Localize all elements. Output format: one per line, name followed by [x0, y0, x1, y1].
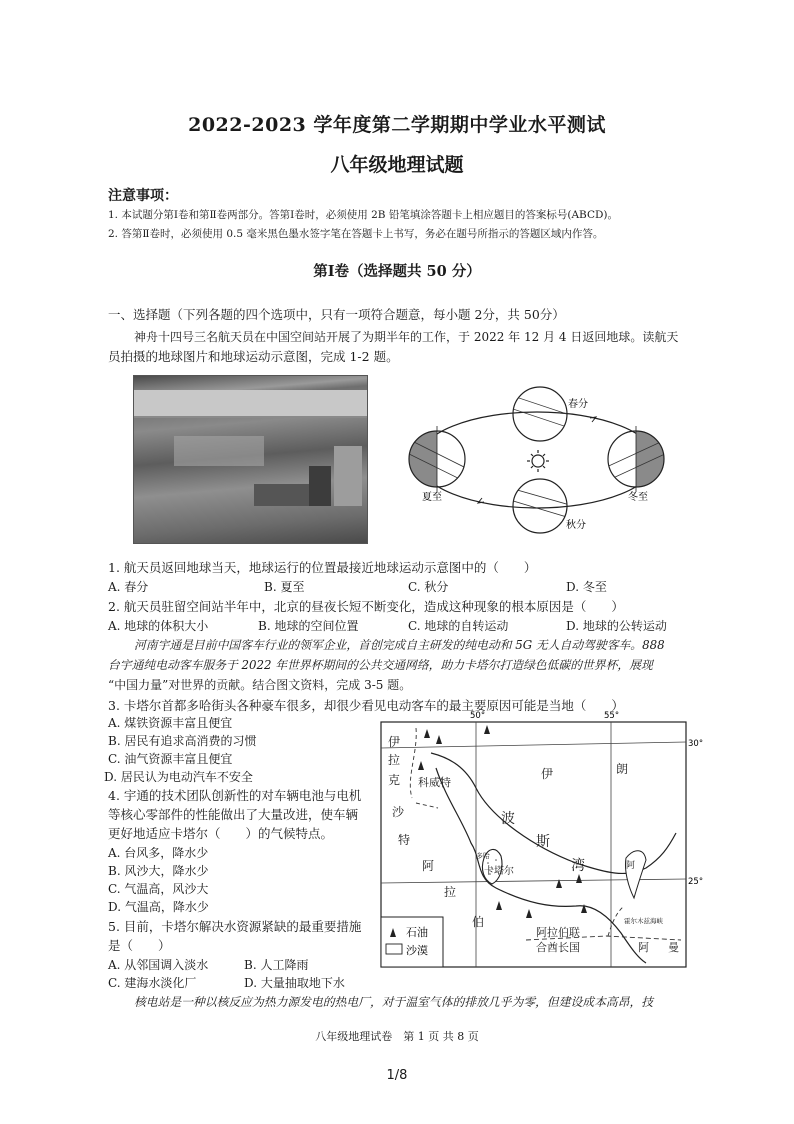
- q3-stem: 3. 卡塔尔首都多哈街头各种豪车很多，却很少看见电动客车的最主要原因可能是当地（ ）: [108, 698, 624, 713]
- q2-option-d: D. 地球的公转运动: [566, 619, 667, 633]
- q3-option-a: A. 煤铁资源丰富且便宜: [108, 716, 233, 730]
- label-gulf-1: 波: [501, 811, 515, 827]
- q1-option-c: C. 秋分: [408, 580, 449, 594]
- lon-label-50: 50°: [470, 711, 486, 721]
- map-legend: [381, 917, 443, 967]
- label-summer: 夏至: [422, 492, 442, 503]
- earth-spring: [510, 387, 570, 441]
- q5-option-d: D. 大量抽取地下水: [244, 976, 345, 990]
- qatar-region-map: [376, 708, 706, 973]
- q1-stem: 1. 航天员返回地球当天，地球运行的位置最接近地球运动示意图中的（ ）: [108, 560, 537, 575]
- earth-winter: [600, 420, 670, 500]
- label-uae-1: 阿拉伯联: [536, 926, 580, 939]
- q4-option-a: A. 台风多，降水少: [108, 846, 209, 860]
- label-oman-1: 阿: [626, 861, 636, 871]
- q3-option-b: B. 居民有追求高消费的习惯: [108, 734, 257, 748]
- q1-option-b: B. 夏至: [264, 580, 305, 594]
- label-iran-1: 伊: [541, 767, 554, 781]
- legend-desert-swatch: [386, 944, 402, 954]
- passage2-line2: 台宇通纯电动客车服务于 2022 年世界杯期间的公共交通网络，助力卡塔尔打造绿色低碳的世界杯，展现: [108, 658, 653, 672]
- label-oman-2: 阿: [638, 941, 649, 954]
- q2-option-b: B. 地球的空间位置: [258, 619, 359, 633]
- q5-line1: 5. 目前，卡塔尔解决水资源紧缺的最重要措施: [108, 919, 362, 934]
- notice-item-1: 1. 本试题分第Ⅰ卷和第Ⅱ卷两部分。答第Ⅰ卷时，必须使用 2B 铅笔填涂答题卡上相应题目的答案标号(ABCD)。: [108, 209, 618, 221]
- sun-icon: [527, 450, 549, 472]
- legend-oil-label: 石油: [406, 926, 428, 939]
- label-saudi-3: 阿: [422, 859, 435, 873]
- passage1-line2: 员拍摄的地球图片和地球运动示意图，完成 1-2 题。: [108, 349, 399, 364]
- passage2-line1: 河南宇通是目前中国客车行业的领军企业，首创完成自主研发的纯电动和 5G 无人自动驾驶客车。888: [134, 638, 665, 652]
- exam-title: 2022-2023 学年度第二学期期中学业水平测试: [188, 114, 606, 136]
- label-saudi-5: 伯: [472, 915, 485, 929]
- section-title: 第Ⅰ卷（选择题共 50 分）: [313, 263, 481, 280]
- lat-label-30: 30°: [688, 739, 704, 749]
- q3-option-d: D. 居民认为电动汽车不安全: [104, 770, 253, 784]
- page-footer-note: 八年级地理试卷 第 1 页 共 8 页: [315, 1030, 479, 1043]
- q4-option-c: C. 气温高，风沙大: [108, 882, 209, 896]
- q5-option-a: A. 从邻国调入淡水: [108, 958, 209, 972]
- label-doha: 多哈: [476, 852, 490, 860]
- label-iraq-3: 克: [388, 773, 401, 787]
- passage3-line1: 核电站是一种以核反应为热力源发电的热电厂，对于温室气体的排放几乎为零，但建设成本高昂，技: [134, 995, 654, 1009]
- label-saudi-2: 特: [398, 833, 411, 847]
- q4-option-b: B. 风沙大，降水少: [108, 864, 209, 878]
- q4-option-d: D. 气温高，降水少: [108, 900, 209, 914]
- label-oman-3: 曼: [668, 941, 679, 954]
- label-saudi-1: 沙: [392, 805, 405, 819]
- label-autumn: 秋分: [566, 520, 586, 531]
- label-uae-2: 合酋长国: [536, 941, 580, 954]
- earth-autumn: [510, 479, 570, 533]
- q1-option-d: D. 冬至: [566, 580, 607, 594]
- earth-photo: [133, 375, 368, 544]
- label-qatar: 卡塔尔: [484, 866, 514, 877]
- legend-desert-label: 沙漠: [406, 944, 428, 957]
- earth-orbit-diagram: [400, 380, 670, 535]
- q2-stem: 2. 航天员驻留空间站半年中，北京的昼夜长短不断变化，造成这种现象的根本原因是（ ）: [108, 599, 624, 614]
- q4-line3: 更好地适应卡塔尔（ ）的气候特点。: [108, 826, 334, 841]
- q4-line2: 等核心零部件的性能做出了大量改进，使车辆: [108, 807, 359, 822]
- label-hormuz: 霍尔木兹海峡: [624, 917, 663, 925]
- label-winter: 冬至: [628, 492, 648, 503]
- label-kuwait: 科威特: [418, 776, 451, 789]
- q5-line2: 是（ ）: [108, 938, 171, 953]
- label-gulf-3: 湾: [571, 858, 585, 874]
- notice-item-2: 2. 答第Ⅱ卷时，必须使用 0.5 毫米黑色墨水签字笔在答题卡上书写，务必在题号所指示的答题区域内作答。: [108, 228, 604, 240]
- notice-heading: 注意事项：: [108, 188, 178, 204]
- q5-option-c: C. 建海水淡化厂: [108, 976, 197, 990]
- q3-option-c: C. 油气资源丰富且便宜: [108, 752, 233, 766]
- passage2-line3: “中国力量”对世界的贡献。结合图文资料，完成 3-5 题。: [108, 678, 412, 692]
- label-spring: 春分: [568, 399, 588, 410]
- lat-label-25: 25°: [688, 877, 704, 887]
- q5-option-b: B. 人工降雨: [244, 958, 309, 972]
- passage1-line1: 神舟十四号三名航天员在中国空间站开展了为期半年的工作，于 2022 年 12 月 4 日返回地球。读航天: [134, 330, 679, 344]
- q2-option-a: A. 地球的体积大小: [108, 619, 209, 633]
- q4-line1: 4. 宇通的技术团队创新性的对车辆电池与电机: [108, 788, 362, 803]
- page-number: 1/8: [386, 1068, 408, 1083]
- part-instructions: 一、选择题（下列各题的四个选项中，只有一项符合题意，每小题 2分，共 50分）: [108, 307, 565, 322]
- label-gulf-2: 斯: [536, 834, 550, 850]
- earth-summer: [400, 420, 470, 500]
- label-iraq-2: 拉: [388, 753, 401, 767]
- exam-subtitle: 八年级地理试题: [330, 154, 464, 176]
- q2-option-c: C. 地球的自转运动: [408, 619, 509, 633]
- label-saudi-4: 拉: [444, 885, 457, 899]
- lon-label-55: 55°: [604, 711, 620, 721]
- label-iran-2: 朗: [616, 762, 629, 776]
- label-iraq-1: 伊: [388, 735, 401, 749]
- q1-option-a: A. 春分: [108, 580, 149, 594]
